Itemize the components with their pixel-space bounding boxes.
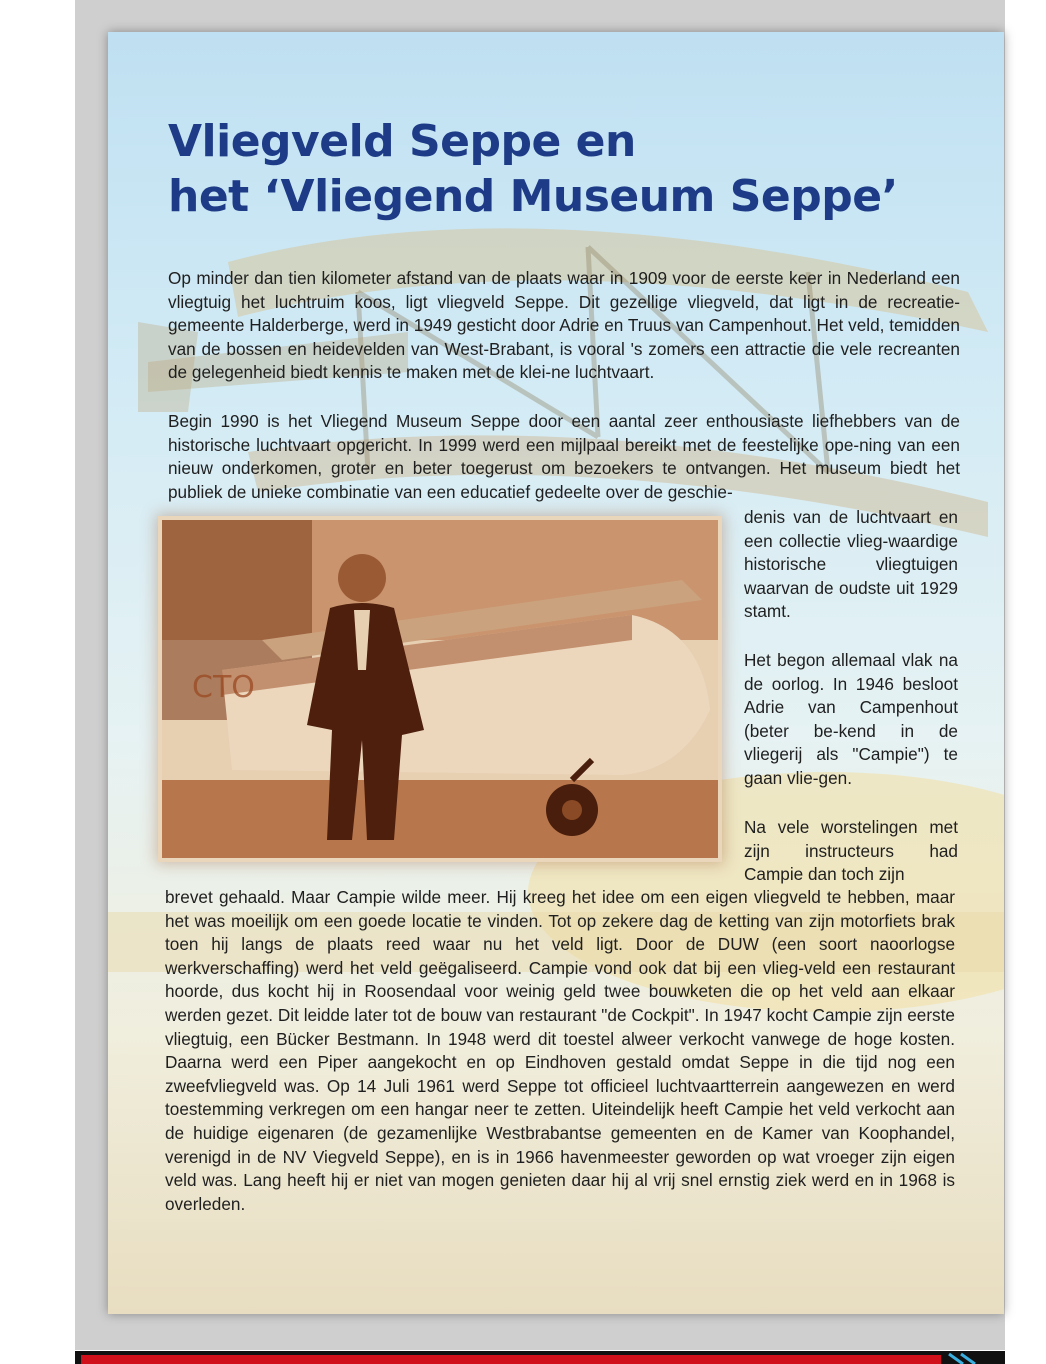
page-title	[168, 114, 898, 224]
document-page	[108, 32, 1004, 1314]
photo-registration-text: CTO	[192, 670, 255, 705]
title-line-2: het ‘Vliegend Museum Seppe’	[168, 171, 898, 222]
viewer-progress-bar	[81, 1355, 941, 1364]
history-paragraph: Het begon allemaal vlak na de oorlog. In 1946 besloot Adrie van Campenhout (beter be-kend in de vliegerij als "Campie") te gaan vlie-gen.	[744, 650, 958, 788]
intro-paragraph: Op minder dan tien kilometer afstand van de plaats waar in 1909 voor de eerste keer in Nederland een vliegtuig het luchtruim koos, ligt vliegveld Seppe. Dit gezellige vliegveld, dat ligt in de recreatie-gemeente Halderberge, werd in 1949 gesticht door Adrie en Truus van Campenhout. Het veld, temidden van de bossen en heidevelden van West-Brabant, is vooral 's zomers een attractie die vele recreanten de gelegenheid biedt kennis te maken met de klei-ne luchtvaart.	[168, 268, 960, 383]
history-paragraph-continued: brevet gehaald. Maar Campie wilde meer. Hij kreeg het idee om een eigen vliegveld te hebben, maar het was moeilijk om een goede locatie te vinden. Tot op zekere dag de ketting van zijn motorfiets brak toen hij langs de plaats reed waar nu het veld ligt. Door de DUW (een soort naoorlogse werkverschaffing) werd het veld geëgaliseerd. Campie vond ook dat bij een vlieg-veld een restaurant hoorde, dus kocht hij in Roosendaal voor weinig geld twee bouwketen die op het veld aan elkaar werden gezet. Dit leidde later tot de bouw van restaurant "de Cockpit". In 1947 kocht Campie zijn eerste vliegtuig, een Bücker Bestmann. In 1948 werd dit toestel alweer verkocht vanwege de hoge kosten. Daarna werd een Piper aangekocht en op Eindhoven gestald omdat Seppe in die tijd nog een zweefvliegveld was. Op 14 Juli 1961 werd Seppe tot officieel luchtvaartterrein aangewezen en werd toestemming verkregen om een hangar neer te zetten. Uiteindelijk heeft Campie het veld verkocht aan de huidige eigenaren (de gezamenlijke Westbrabantse gemeenten en de Kamer van Koophandel, verenigd in de NV Viegveld Seppe), en is in 1966 havenmeester geworden op wat vroeger zijn eigen veld was. Lang heeft hij er niet van mogen genieten daar hij al vrij snel ernstig ziek werd en in 1968 is overleden.	[165, 887, 955, 1214]
historic-photo	[162, 520, 718, 858]
title-line-1: Vliegveld Seppe en	[168, 116, 636, 167]
museum-paragraph: Begin 1990 is het Vliegend Museum Seppe door een aantal zeer enthousiaste liefhebbers van de historische luchtvaart opgericht. In 1999 werd een mijlpaal bereikt met de feestelijke ope-ning van een nieuw onderkomen, groter en beter toegerust om bezoekers te ontvangen. Het museum biedt het publiek de unieke combinatie van een educatief gedeelte over de geschie-	[168, 411, 960, 502]
next-arrow-icon[interactable]	[945, 1352, 985, 1364]
history-paragraph-2: Na vele worstelingen met zijn instructeurs had Campie dan toch zijn	[744, 817, 958, 885]
museum-paragraph-continued: denis van de luchtvaart en een collectie vlieg-waardige historische vliegtuigen waarvan de oudste uit 1929 stamt.	[744, 507, 958, 622]
